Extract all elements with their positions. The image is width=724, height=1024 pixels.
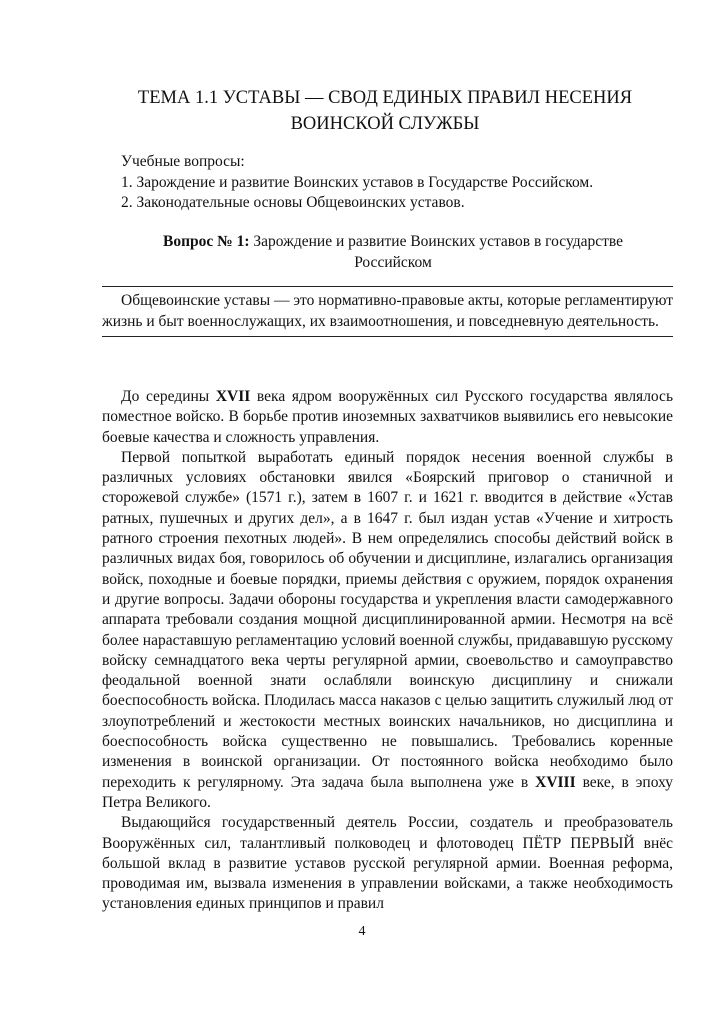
definition-text: Общевоинские уставы — это нормативно-правовые акты, которые регламентируют жизнь и быт военнослужащих, их взаимоотношения, и повседневную деятельность. — [102, 292, 673, 330]
title-line-1: ТЕМА 1.1 УСТАВЫ — СВОД ЕДИНЫХ ПРАВИЛ НЕСЕНИЯ — [137, 88, 633, 108]
body-text — [102, 387, 673, 915]
question-heading-text: Зарождение и развитие Воинских уставов в государстве Российском — [249, 233, 623, 271]
paragraph-1-rest: века ядром вооружённых сил Русского государства являлось поместное войско. В борьбе против иноземных захватчиков выявились его невысокие боевые качества и сложность управления. — [102, 388, 674, 446]
paragraph-3: Выдающийся государственный деятель России, создатель и преобразователь Вооружённых сил, талантливый полководец и флотоводец ПЁТР ПЕРВЫЙ внёс большой вклад в развитие уставов русской регулярной армии. Военная реформа, проводимая им, вызвала изменения в управлении войсками, а также необходимость установления единых принципов и правил — [102, 814, 673, 913]
study-questions — [121, 152, 681, 214]
paragraph-1 — [102, 387, 673, 448]
study-questions-label: Учебные вопросы: — [121, 153, 245, 170]
title-line-2: ВОИНСКОЙ СЛУЖБЫ — [290, 114, 480, 134]
page-title — [100, 85, 670, 137]
paragraph-1-century: XVII — [215, 388, 251, 405]
definition-box — [102, 286, 673, 337]
question-heading — [128, 231, 658, 273]
page-number: 4 — [358, 924, 366, 939]
study-question-1: 1. Зарождение и развитие Воинских уставов в Государстве Российском. — [121, 173, 594, 191]
paragraph-2-century: XVIII — [535, 773, 576, 791]
paragraph-2 — [102, 448, 673, 813]
study-question-2: 2. Законодательные основы Общевоинских уставов. — [121, 194, 465, 211]
paragraph-2-text: Первой попыткой выработать единый порядок несения военной службы в различных условиях обстановки явился «Боярский приговор о станичной и сторожевой службе» (1571 г.), затем в 1607 г. и 1621 г. вводится в действие «Устав ратных, пушечных и других дел», а в 1647 г. был издан устав «Учение и хитрость ратного строения пехотных людей». В нем определялись способы действий войск в различных видах боя, говорилось об обучении и дисциплине, излагались организация войск, походные и боевые порядки, приемы действия с оружием, порядок охранения и другие вопросы. Задачи обороны государства и укрепления власти самодержавного аппарата требовали создания мощной дисциплинированной армии. Несмотря на всё более нараставшую регламентацию условий военной службы, придававшую русскому войску семнадцатого века черты регулярной армии, своевольство и самоуправство феодальной военной знати ослабляли воинскую дисциплину и снижали боеспособность войска. Плодилась масса наказов с целью защитить служилый люд от злоупотреблений и жестокости местных воинских начальников, но дисциплина и боеспособность войска существенно не повышались. Требовались коренные изменения в воинской организации. От постоянного войска необходимо было переходить к регулярному. Эта задача была выполнена уже в — [102, 448, 673, 791]
question-heading-number: Вопрос № 1: — [163, 233, 250, 250]
paragraph-2-end: веке, в эпоху Петра Великого. — [102, 773, 674, 811]
paragraph-1-start: До середины — [121, 388, 216, 405]
